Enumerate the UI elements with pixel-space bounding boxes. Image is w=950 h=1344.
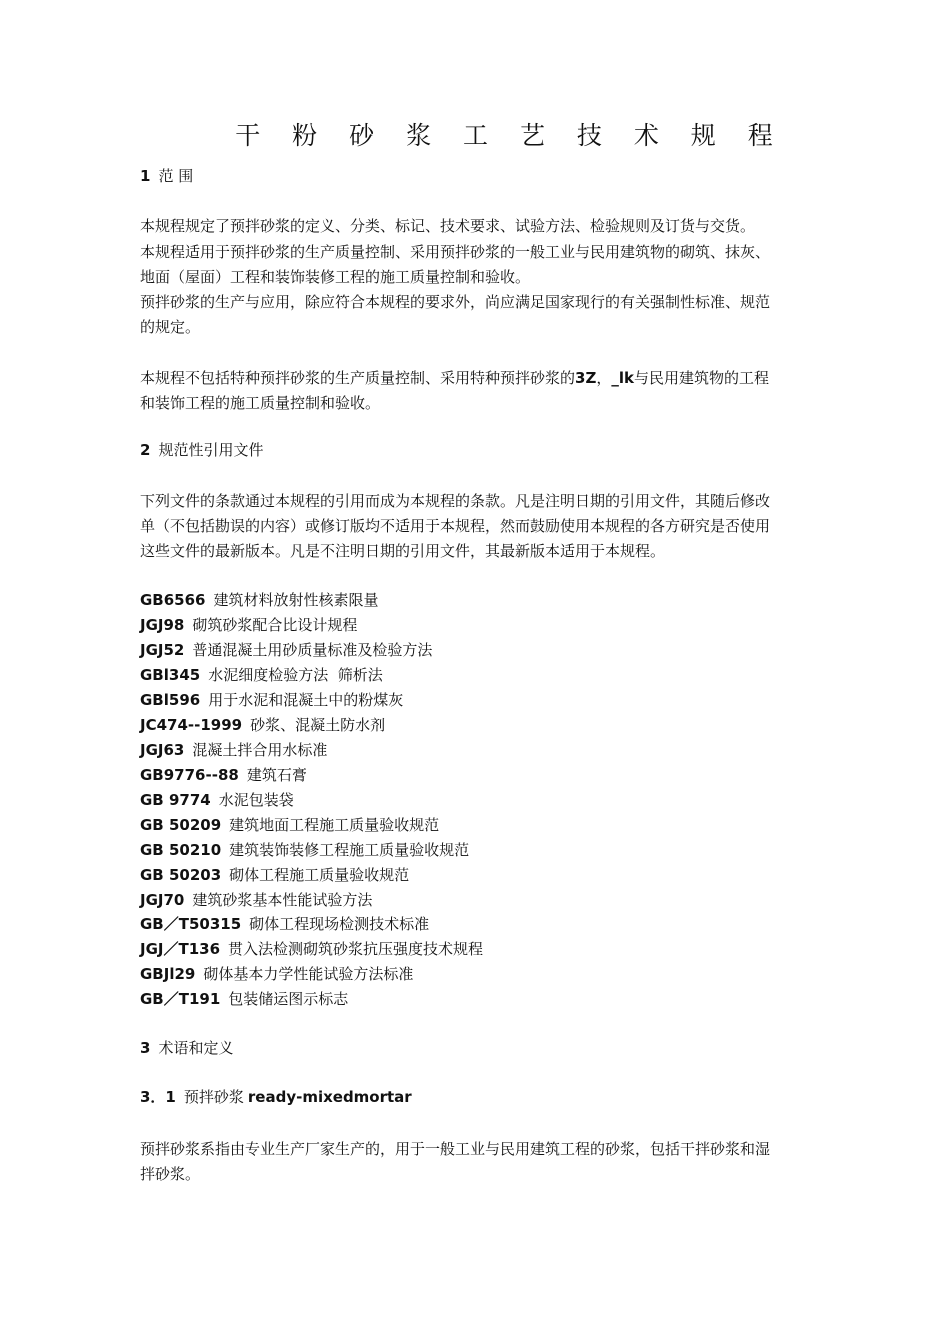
- reference-name: 建筑材料放射性核素限量: [213, 591, 379, 609]
- reference-name: 用于水泥和混凝土中的粉煤灰: [208, 691, 404, 709]
- section-title: 预拌砂浆: [183, 1088, 244, 1106]
- reference-name: 水泥细度检验方法 筛析法: [208, 666, 383, 684]
- reference-name: 包装储运图示标志: [228, 990, 349, 1008]
- reference-code: GBl345: [140, 666, 201, 684]
- scope-line-5: 的规定。: [140, 318, 201, 336]
- reference-code: GB 9774: [140, 791, 211, 809]
- scope-line-4: 预拌砂浆的生产与应用，除应符合本规程的要求外，尚应满足国家现行的有关强制性标准、规范: [140, 293, 771, 311]
- reference-item: [140, 912, 820, 937]
- section-title: 术语和定义: [158, 1039, 234, 1057]
- reference-code: GB 50210: [140, 841, 222, 859]
- reference-code: GBl596: [140, 691, 201, 709]
- reference-item: [140, 788, 820, 813]
- reference-item: [140, 888, 820, 913]
- reference-item: [140, 638, 820, 663]
- refs-intro-line-3: 这些文件的最新版本。凡是不注明日期的引用文件，其最新版本适用于本规程。: [140, 542, 666, 560]
- reference-code: JGJ／T136: [140, 940, 221, 958]
- section-title-english: ready-mixedmortar: [247, 1088, 412, 1106]
- definition-line-1: 预拌砂浆系指由专业生产厂家生产的，用于一般工业与民用建筑工程的砂浆，包括干拌砂浆和湿: [140, 1140, 771, 1158]
- reference-code: GB／T50315: [140, 915, 242, 933]
- section-number: 3．1: [140, 1088, 176, 1106]
- scope-comma: ，: [596, 369, 612, 387]
- scope-line-7: 和装饰工程的施工质量控制和验收。: [140, 394, 381, 412]
- reference-name: 砂浆、混凝土防水剂: [250, 716, 386, 734]
- reference-code: GB9776--88: [140, 766, 239, 784]
- reference-code: GB 50203: [140, 866, 222, 884]
- reference-item: [140, 588, 820, 613]
- reference-name: 建筑石膏: [246, 766, 307, 784]
- reference-item: [140, 863, 820, 888]
- section-title: 规范性引用文件: [158, 441, 264, 459]
- reference-item: [140, 838, 820, 863]
- reference-name: 砌体工程施工质量验收规范: [229, 866, 410, 884]
- scope-line-6: [140, 366, 820, 391]
- section-3-1-heading: [140, 1085, 820, 1110]
- scope-line-3: 地面（屋面）工程和装饰装修工程的施工质量控制和验收。: [140, 268, 531, 286]
- reference-item: [140, 763, 820, 788]
- reference-code: JC474--1999: [140, 716, 243, 734]
- reference-item: [140, 688, 820, 713]
- reference-item: [140, 663, 820, 688]
- reference-name: 贯入法检测砌筑砂浆抗压强度技术规程: [228, 940, 484, 958]
- reference-item: [140, 962, 820, 987]
- scope-text: 与民用建筑物的工程: [633, 369, 769, 387]
- reference-item: [140, 937, 820, 962]
- reference-name: 砌筑砂浆配合比设计规程: [192, 616, 358, 634]
- reference-item: [140, 713, 820, 738]
- reference-code: GBJl29: [140, 965, 196, 983]
- scope-bold-text: 3Z: [575, 369, 597, 387]
- reference-name: 普通混凝土用砂质量标准及检验方法: [192, 641, 433, 659]
- reference-name: 砌体工程现场检测技术标准: [249, 915, 430, 933]
- section-2-heading: [140, 438, 820, 463]
- section-number: 1: [140, 167, 151, 185]
- reference-name: 砌体基本力学性能试验方法标准: [203, 965, 414, 983]
- reference-name: 水泥包装袋: [218, 791, 294, 809]
- section-title: 范 围: [158, 167, 194, 185]
- reference-code: GB／T191: [140, 990, 221, 1008]
- reference-code: GB6566: [140, 591, 206, 609]
- reference-code: JGJ63: [140, 741, 185, 759]
- reference-code: GB 50209: [140, 816, 222, 834]
- scope-bold-text: _lk: [611, 369, 634, 387]
- section-1-heading: [140, 164, 820, 189]
- refs-intro-line-2: 单（不包括勘误的内容）或修订版均不适用于本规程，然而鼓励使用本规程的各方研究是否使用: [140, 517, 771, 535]
- definition-line-2: 拌砂浆。: [140, 1165, 201, 1183]
- refs-intro-line-1: 下列文件的条款通过本规程的引用而成为本规程的条款。凡是注明日期的引用文件，其随后修改: [140, 492, 771, 510]
- reference-item: [140, 987, 820, 1012]
- section-number: 2: [140, 441, 151, 459]
- reference-item: [140, 738, 820, 763]
- scope-line-1: 本规程规定了预拌砂浆的定义、分类、标记、技术要求、试验方法、检验规则及订货与交货。: [140, 217, 756, 235]
- section-3-heading: [140, 1036, 820, 1061]
- scope-text: 本规程不包括特种预拌砂浆的生产质量控制、采用特种预拌砂浆的: [140, 369, 576, 387]
- section-number: 3: [140, 1039, 151, 1057]
- reference-item: [140, 613, 820, 638]
- scope-line-2: 本规程适用于预拌砂浆的生产质量控制、采用预拌砂浆的一般工业与民用建筑物的砌筑、抹灰、: [140, 243, 771, 261]
- reference-code: JGJ52: [140, 641, 185, 659]
- reference-code: JGJ70: [140, 891, 185, 909]
- reference-name: 建筑砂浆基本性能试验方法: [192, 891, 373, 909]
- reference-name: 建筑装饰装修工程施工质量验收规范: [229, 841, 470, 859]
- reference-name: 混凝土拌合用水标准: [192, 741, 328, 759]
- reference-code: JGJ98: [140, 616, 185, 634]
- document-title: 干 粉 砂 浆 工 艺 技 术 规 程: [235, 121, 785, 150]
- reference-name: 建筑地面工程施工质量验收规范: [229, 816, 440, 834]
- reference-item: [140, 813, 820, 838]
